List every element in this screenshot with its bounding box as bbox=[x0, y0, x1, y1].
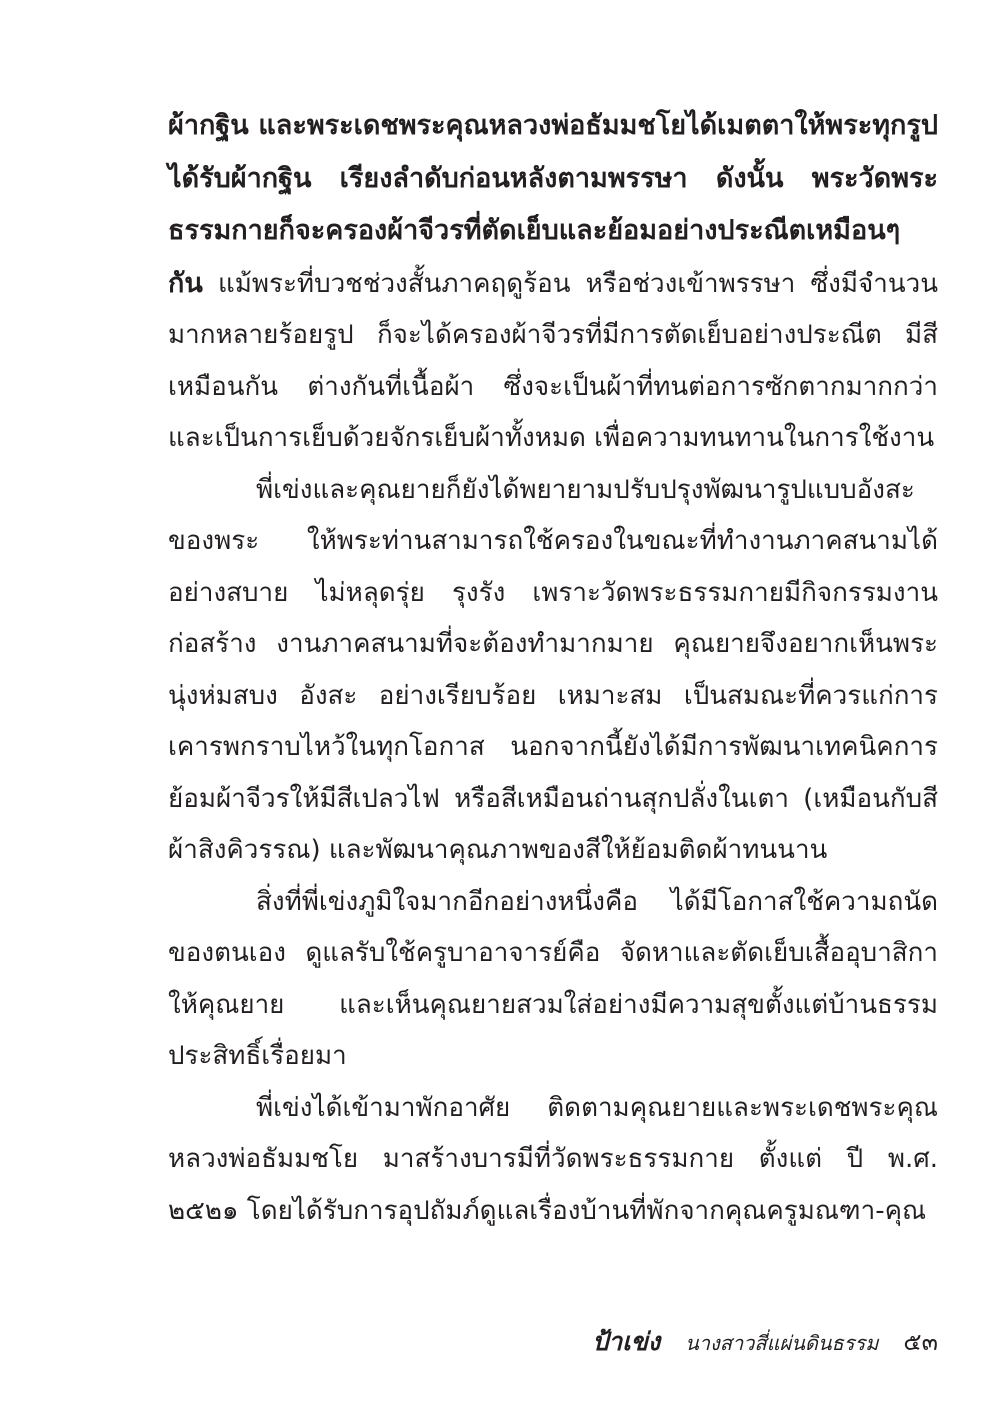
paragraph-1 bbox=[168, 100, 938, 465]
page-footer bbox=[592, 1322, 938, 1362]
body-text bbox=[168, 100, 938, 1237]
footer-book-title: ป้าเข่ง bbox=[592, 1327, 661, 1356]
paragraph-1-bold-text: ผ้ากฐิน และพระเดชพระคุณหลวงพ่อธัมมชโยได้เมตตาให้พระทุกรูปได้รับผ้ากฐิน เรียงลำดับก่อนหลังตามพรรษา ดังนั้น พระวัดพระธรรมกายก็จะครองผ้าจีวรที่ตัดเย็บและย้อมอย่างประณีตเหมือนๆ กัน bbox=[168, 110, 938, 299]
footer-book-subtitle: นางสาวสี่แผ่นดินธรรม bbox=[685, 1331, 879, 1355]
paragraph-1-text: แม้พระที่บวชช่วงสั้นภาคฤดูร้อน หรือช่วงเข้าพรรษา ซึ่งมีจำนวนมากหลายร้อยรูป ก็จะได้ครองผ้าจีวรที่มีการตัดเย็บอย่างประณีต มีสีเหมือนกัน ต่างกันที่เนื้อผ้า ซึ่งจะเป็นผ้าที่ทนต่อการซักตากมากกว่า และเป็นการเย็บด้วยจักรเย็บผ้าทั้งหมด เพื่อความทนทานในการใช้งาน bbox=[168, 268, 938, 453]
paragraph-4: พี่เข่งได้เข้ามาพักอาศัย ติดตามคุณยายและพระเดชพระคุณหลวงพ่อธัมมชโย มาสร้างบารมีที่วัดพระธรรมกาย ตั้งแต่ ปี พ.ศ. ๒๕๒๑ โดยได้รับการอุปถัมภ์ดูแลเรื่องบ้านที่พักจากคุณครูมณฑา-คุณ bbox=[168, 1092, 938, 1226]
paragraph-2: พี่เข่งและคุณยายก็ยังได้พยายามปรับปรุงพัฒนารูปแบบอังสะของพระ ให้พระท่านสามารถใช้ครองในขณะที่ทำงานภาคสนามได้อย่างสบาย ไม่หลุดรุ่ย รุงรัง เพราะวัดพระธรรมกายมีกิจกรรมงานก่อสร้าง งานภาคสนามที่จะต้องทำมากมาย คุณยายจึงอยากเห็นพระนุ่งห่มสบง อังสะ อย่างเรียบร้อย เหมาะสม เป็นสมณะที่ควรแก่การเคารพกราบไหว้ในทุกโอกาส นอกจากนี้ยังได้มีการพัฒนาเทคนิคการย้อมผ้าจีวรให้มีสีเปลวไฟ หรือสีเหมือนถ่านสุกปลั่งในเตา (เหมือนกับสีผ้าสิงคิวรรณ) และพัฒนาคุณภาพของสีให้ย้อมติดผ้าทนนาน bbox=[168, 474, 938, 865]
paragraph-3: สิ่งที่พี่เข่งภูมิใจมากอีกอย่างหนึ่งคือ ได้มีโอกาสใช้ความถนัดของตนเอง ดูแลรับใช้ครูบาอาจารย์คือ จัดหาและตัดเย็บเสื้ออุบาสิกาให้คุณยาย และเห็นคุณยายสวมใส่อย่างมีความสุขตั้งแต่บ้านธรรมประสิทธิ์เรื่อยมา bbox=[168, 886, 938, 1071]
page-number: ๕๓ bbox=[903, 1328, 938, 1356]
